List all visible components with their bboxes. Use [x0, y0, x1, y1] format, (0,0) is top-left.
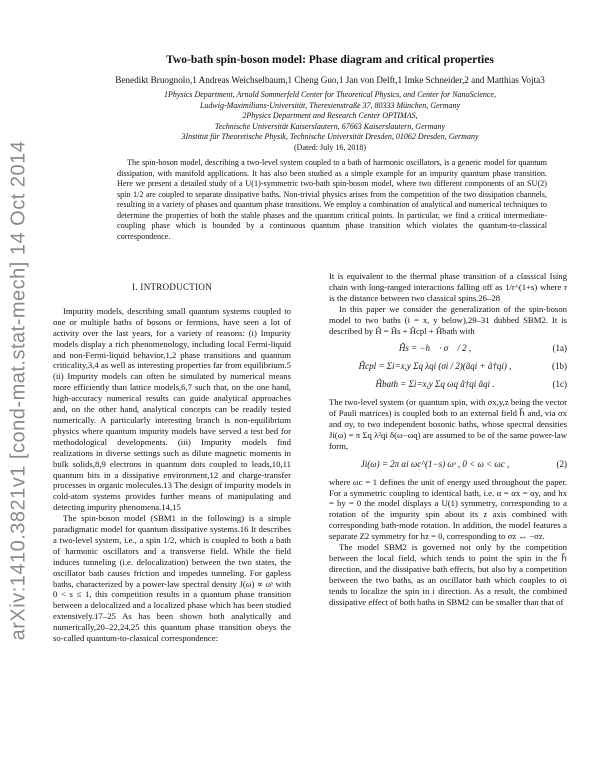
affiliation-line: 3Institut für Theoretische Physik, Technische Universität Dresden, 01062 Dresden, Germany: [181, 132, 479, 142]
equation-2: [329, 459, 567, 470]
equation-number: (1a): [552, 343, 567, 354]
equation-body: Ĥcpl = Σi=x,y Σq λqi (σi / 2)(âqi + â†qi) ,: [358, 361, 512, 372]
affiliation-line: Ludwig-Maximilians-Universität, Theresienstraße 37, 80333 München, Germany: [199, 100, 461, 110]
arxiv-identifier: [4, 140, 34, 640]
section-heading: I. INTRODUCTION: [132, 282, 212, 292]
equation-1a: [329, 343, 567, 354]
equation-body: Ĥs = −h⃗ · σ⃗ / 2 ,: [398, 343, 472, 354]
equation-number: (1c): [552, 379, 567, 390]
equation-1b: [329, 361, 567, 372]
left-column: [53, 282, 291, 644]
intro-paragraph-4: In this paper we consider the generalization of the spin-boson model to two baths (i = x, y below),29–31 dubbed SBM2. It is described by Ĥ = Ĥs + Ĥcpl + Ĥbath with: [329, 303, 567, 336]
affiliation-line: Technische Universität Kaiserslautern, 67663 Kaiserslautern, Germany: [214, 121, 446, 131]
intro-paragraph-3: It is equivalent to the thermal phase transition of a classical Ising chain with long-ranged interactions falling off as 1/r^(1+s) where r is the distance between two classical spins.26–28: [329, 271, 567, 303]
equation-number: (2): [556, 458, 567, 469]
affiliations: [50, 90, 600, 154]
intro-paragraph-2: The spin-boson model (SBM1 in the following) is a simple paradigmatic model for quantum dissipative systems.16 It describes a two-level system, i.e., a spin 1/2, which is coupled to both a bath of harmonic oscillators and a transverse field. While the field induces tunneling (i.e. delocalization) between the two states, the oscillator bath causes friction and impedes tunneling. For gapless baths, characterized by a power-law spectral density J(ω) ∝ ωˢ with 0 < s ≤ 1, this competition results in a quantum phase transition between a delocalized and a localized phase which has been studied extensively.17–25 As has been shown both analytically and numerically,20–22,24,25 this quantum phase transition obeys the so-called quantum-to-classical correspondence:: [53, 513, 291, 644]
equation-1c: [329, 379, 567, 390]
right-column: [329, 271, 567, 607]
affiliation-line: 1Physics Department, Arnold Sommerfeld Center for Theoretical Physics, and Center for NanoScience,: [164, 90, 496, 99]
competition-paragraph: The model SBM2 is governed not only by the competition between the local field, which tends to point the spin in the h⃗ direction, and the dissipative bath effects, but also by a competition between the two baths, as an oscillator bath which couples to σi tends to localize the spin in i direction. As a result, the combined dissipative effect of both baths in SBM2 can be smaller than that of: [329, 542, 567, 607]
affiliation-line: 2Physics Department and Research Center OPTIMAS,: [242, 111, 418, 121]
arxiv-id-text: arXiv:1410.3821v1 [cond-mat.stat-mech] 14 Oct 2014: [7, 140, 30, 640]
equation-body: Ĥbath = Σi=x,y Σq ωq â†qi âqi .: [375, 379, 495, 390]
abstract: The spin-boson model, describing a two-level system coupled to a bath of harmonic oscillators, is a generic model for quantum dissipation, with manifold applications. It has also been studied as a simple example for an impurity quantum phase transition. Here we present a detailed study of a U(1)-symmetric two-bath spin-boson model, where two different components of an SU(2) spin 1/2 are coupled to separate dissipative baths. Non-trivial physics arises from the competition of the two dissipation channels, resulting in a variety of phases and quantum phase transitions. We employ a combination of analytical and numerical techniques to determine the properties of both the stable phases and the quantum critical points. In particular, we find a critical intermediate-coupling phase which is bounded by a continuous quantum phase transition which violates the quantum-to-classical correspondence.: [117, 158, 547, 241]
model-paragraph: The two-level system (or quantum spin, with σx,y,z being the vector of Pauli matrices) is coupled both to an external field h⃗ and, via σx and σy, to two independent bosonic baths, whose spectral densities Ji(ω) = π Σq λ²qi δ(ω−ωq) are assumed to be of the same power-law form,: [329, 397, 567, 451]
equation-number: (1b): [552, 361, 567, 372]
author-list: Benedikt Bruognolo,1 Andreas Weichselbaum,1 Cheng Guo,1 Jan von Delft,1 Imke Schneider,2 and Matthias Vojta3: [115, 75, 545, 85]
date-line: (Dated: July 16, 2018): [294, 142, 366, 152]
intro-paragraph-1: Impurity models, describing small quantum systems coupled to one or multiple baths of bosons or fermions, have seen a lot of activity over the last years, for a variety of reasons: (i) Impurity models display a rich phenomenology, including local Fermi-liquid and non-Fermi-liquid behavior,1,2 phase transitions and quantum criticality,3,4 as well as interesting properties far from equilibrium.5 (ii) Impurity models can often be simulated by numerical means more efficiently than lattice models,6,7 such that, on the one hand, high-accuracy numerical results can guide analytical approaches and, on the other hand, analytical concepts can be readily tested numerically. A particularly interesting branch is non-equilibrium physics where quantum impurity models have served a test bed for methodological developments. (iii) Impurity models find realizations in diverse settings such as dilute magnetic moments in bulk solids,8,9 electrons in quantum dots coupled to leads,10,11 quantum bits in a dissipative environment,12 and charge-transfer processes in organic molecules.13 The design of impurity models in cold-atom systems provides further means of manipulating and detecting impurity phenomena.14,15: [53, 305, 291, 513]
paper-title: Two-bath spin-boson model: Phase diagram and critical properties: [166, 54, 494, 66]
symmetry-paragraph: where ωc = 1 defines the unit of energy used throughout the paper. For a symmetric coupling to identical bath, i.e. α = αx = αy, and hx = hy = 0 the model displays a U(1) symmetry, corresponding to a rotation of the impurity spin about its z axis combined with corresponding bath-mode rotation. In addition, the model features a separate Z2 symmetry for hz = 0, corresponding to σz ↔ −σz.: [329, 476, 567, 542]
equation-body: Ji(ω) = 2π αi ωc^(1−s) ωˢ , 0 < ω < ωc ,: [360, 458, 510, 469]
